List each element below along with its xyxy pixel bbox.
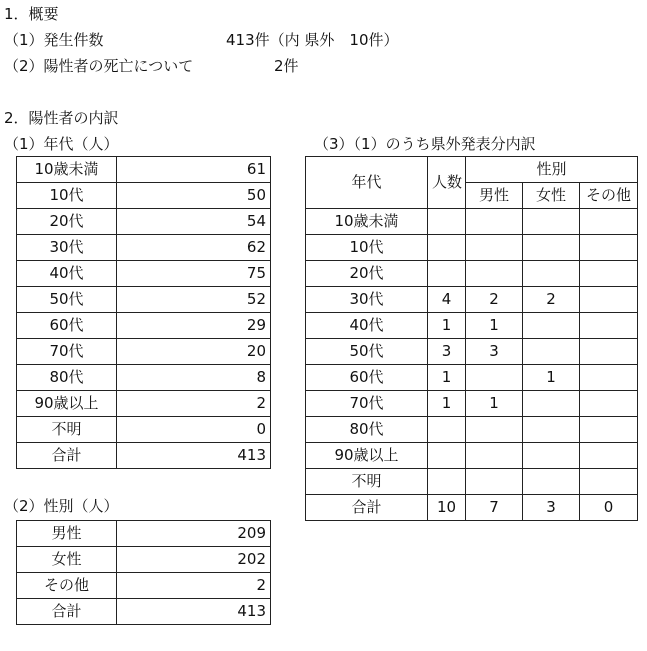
sex-label: 男性 xyxy=(17,521,117,547)
outside-count-cell xyxy=(428,235,466,261)
outside-female-cell xyxy=(523,469,580,495)
table-row xyxy=(17,365,271,391)
header-age: 年代 xyxy=(306,157,428,209)
table-row xyxy=(306,417,638,443)
outside-male-cell xyxy=(466,469,523,495)
case-count-label: （1）発生件数 xyxy=(4,31,104,49)
age-label: 70代 xyxy=(17,339,117,365)
overview-heading: 1．概要 xyxy=(4,5,59,23)
age-value: 29 xyxy=(117,313,271,339)
outside-female-cell xyxy=(523,391,580,417)
table-row xyxy=(17,547,271,573)
sex-label: 女性 xyxy=(17,547,117,573)
table-row xyxy=(306,313,638,339)
outside-other-cell xyxy=(580,339,638,365)
age-label: 50代 xyxy=(17,287,117,313)
outside-count-cell: 3 xyxy=(428,339,466,365)
outside-table-title: （3）（1）のうち県外発表分内訳 xyxy=(314,135,536,153)
outside-other-cell xyxy=(580,261,638,287)
outside-female-cell xyxy=(523,235,580,261)
outside-male-cell: 1 xyxy=(466,391,523,417)
outside-count-cell: 4 xyxy=(428,287,466,313)
table-row xyxy=(306,287,638,313)
sex-value: 202 xyxy=(117,547,271,573)
table-row xyxy=(306,365,638,391)
table-row xyxy=(17,521,271,547)
age-label: 80代 xyxy=(17,365,117,391)
table-row xyxy=(17,339,271,365)
outside-male-cell xyxy=(466,261,523,287)
outside-male-cell: 3 xyxy=(466,339,523,365)
outside-label-cell: 40代 xyxy=(306,313,428,339)
age-value: 20 xyxy=(117,339,271,365)
table-row xyxy=(306,495,638,521)
age-label: 40代 xyxy=(17,261,117,287)
outside-female-cell xyxy=(523,313,580,339)
outside-count-cell xyxy=(428,417,466,443)
outside-label-cell: 70代 xyxy=(306,391,428,417)
outside-other-cell xyxy=(580,391,638,417)
age-label: 20代 xyxy=(17,209,117,235)
outside-female-cell xyxy=(523,209,580,235)
age-label: 30代 xyxy=(17,235,117,261)
table-row xyxy=(306,391,638,417)
outside-other-cell xyxy=(580,417,638,443)
age-value: 0 xyxy=(117,417,271,443)
outside-label-cell: 80代 xyxy=(306,417,428,443)
age-value: 52 xyxy=(117,287,271,313)
outside-other-cell xyxy=(580,235,638,261)
sex-table xyxy=(16,520,271,625)
age-label: 10代 xyxy=(17,183,117,209)
table-row xyxy=(17,417,271,443)
outside-other-cell xyxy=(580,365,638,391)
outside-label-cell: 30代 xyxy=(306,287,428,313)
outside-female-cell xyxy=(523,339,580,365)
outside-female-cell: 2 xyxy=(523,287,580,313)
table-row xyxy=(17,391,271,417)
death-value: 2件 xyxy=(274,57,299,75)
outside-label-cell: 20代 xyxy=(306,261,428,287)
outside-count-cell xyxy=(428,469,466,495)
table-row xyxy=(17,599,271,625)
sex-value: 209 xyxy=(117,521,271,547)
outside-count-cell: 1 xyxy=(428,313,466,339)
header-female: 女性 xyxy=(523,183,580,209)
age-table-title: （1）年代（人） xyxy=(4,135,119,153)
breakdown-heading: 2．陽性者の内訳 xyxy=(4,109,119,127)
table-row xyxy=(306,469,638,495)
age-value: 2 xyxy=(117,391,271,417)
outside-female-cell xyxy=(523,261,580,287)
outside-label-cell: 不明 xyxy=(306,469,428,495)
outside-other-cell xyxy=(580,287,638,313)
outside-other-cell xyxy=(580,209,638,235)
age-value: 75 xyxy=(117,261,271,287)
age-label: 10歳未満 xyxy=(17,157,117,183)
age-value: 61 xyxy=(117,157,271,183)
outside-male-cell: 2 xyxy=(466,287,523,313)
outside-count-cell: 10 xyxy=(428,495,466,521)
table-row xyxy=(17,183,271,209)
outside-count-cell: 1 xyxy=(428,391,466,417)
outside-count-cell: 1 xyxy=(428,365,466,391)
table-row xyxy=(17,235,271,261)
outside-female-cell xyxy=(523,443,580,469)
outside-label-cell: 合計 xyxy=(306,495,428,521)
sex-label: 合計 xyxy=(17,599,117,625)
header-count: 人数 xyxy=(428,157,466,209)
sex-value: 413 xyxy=(117,599,271,625)
table-row xyxy=(306,443,638,469)
age-table xyxy=(16,156,271,469)
outside-male-cell: 7 xyxy=(466,495,523,521)
header-other: その他 xyxy=(580,183,638,209)
header-sex: 性別 xyxy=(466,157,638,183)
outside-label-cell: 60代 xyxy=(306,365,428,391)
outside-count-cell xyxy=(428,443,466,469)
outside-other-cell xyxy=(580,469,638,495)
table-row xyxy=(306,209,638,235)
table-row xyxy=(306,339,638,365)
outside-label-cell: 10歳未満 xyxy=(306,209,428,235)
sex-value: 2 xyxy=(117,573,271,599)
outside-label-cell: 90歳以上 xyxy=(306,443,428,469)
outside-male-cell xyxy=(466,235,523,261)
outside-female-cell: 1 xyxy=(523,365,580,391)
outside-male-cell xyxy=(466,209,523,235)
sex-table-title: （2）性別（人） xyxy=(4,497,119,515)
age-label: 不明 xyxy=(17,417,117,443)
outside-count-cell xyxy=(428,209,466,235)
outside-male-cell xyxy=(466,365,523,391)
table-row xyxy=(306,261,638,287)
table-row xyxy=(17,157,271,183)
outside-breakdown-table xyxy=(305,156,638,521)
age-label: 60代 xyxy=(17,313,117,339)
table-row xyxy=(17,261,271,287)
outside-count-cell xyxy=(428,261,466,287)
header-male: 男性 xyxy=(466,183,523,209)
outside-other-cell: 0 xyxy=(580,495,638,521)
case-count-value: 413件（内 県外 10件） xyxy=(226,31,399,49)
age-value: 54 xyxy=(117,209,271,235)
outside-label-cell: 50代 xyxy=(306,339,428,365)
table-row xyxy=(306,235,638,261)
outside-male-cell xyxy=(466,443,523,469)
age-value: 62 xyxy=(117,235,271,261)
outside-other-cell xyxy=(580,443,638,469)
age-value: 413 xyxy=(117,443,271,469)
outside-female-cell: 3 xyxy=(523,495,580,521)
table-row xyxy=(17,209,271,235)
table-row xyxy=(17,313,271,339)
age-label: 90歳以上 xyxy=(17,391,117,417)
table-row xyxy=(17,573,271,599)
table-row xyxy=(17,443,271,469)
age-value: 8 xyxy=(117,365,271,391)
age-label: 合計 xyxy=(17,443,117,469)
outside-female-cell xyxy=(523,417,580,443)
death-label: （2）陽性者の死亡について xyxy=(4,57,194,75)
outside-male-cell xyxy=(466,417,523,443)
outside-other-cell xyxy=(580,313,638,339)
sex-label: その他 xyxy=(17,573,117,599)
age-value: 50 xyxy=(117,183,271,209)
table-row xyxy=(17,287,271,313)
outside-male-cell: 1 xyxy=(466,313,523,339)
outside-label-cell: 10代 xyxy=(306,235,428,261)
